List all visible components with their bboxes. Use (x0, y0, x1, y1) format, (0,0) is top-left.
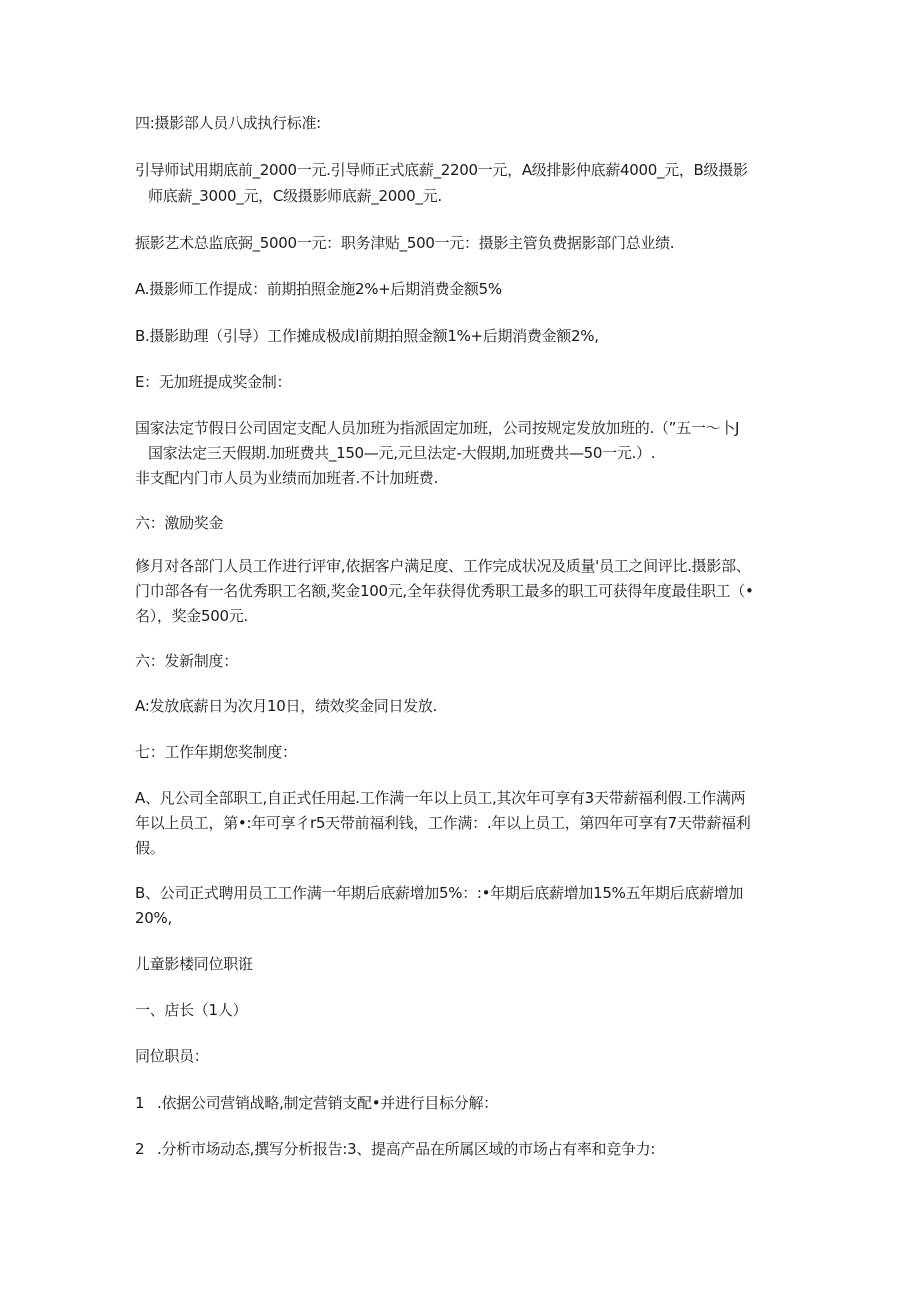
subheading-store-manager: 一、店长（1人） (135, 1001, 248, 1019)
paragraph-line: B、公司正式聘用员工工作满一年期后底薪增加5%：:•年期后底薪增加15%五年期后底薪增加 (135, 884, 744, 902)
section-heading-e: E：无加班提成奖金制： (135, 373, 292, 391)
section-heading-positions: 儿童影楼同位职诳 (135, 955, 253, 973)
section-heading-4: 四:摄影部人员八成执行标准: (135, 114, 321, 132)
paragraph-line: 修月对各部门人员工作进行评审,依据客户满足度、工作完成状况及质量'员工之间评比.摄影部、 (135, 557, 751, 575)
list-number: 2 (135, 1140, 145, 1158)
section-heading-6b: 六：发新制度： (135, 652, 238, 670)
paragraph-line: 引导师试用期底前_2000一元.引导师正式底薪_2200一元，A级排影仲底薪4000_元，B级摄影 (135, 161, 748, 179)
paragraph-line: 非支配内门市人员为业绩而加班者.不计加班费. (135, 469, 438, 487)
section-heading-6a: 六：激励奖金 (135, 514, 224, 532)
paragraph-line: 年以上员工，第•:年可享彳r5天带前福利钱，工作满：.年以上员工，第四年可享有7天带薪福利 (135, 814, 751, 832)
paragraph-line: 国家法定三天假期.加班费共_150—元,元旦法定-大假期,加班费共—50一元.）. (148, 444, 656, 462)
list-item-text: .分析市场动态,撰写分析报告:3、提高产品在所属区域的市场占有率和竞争力: (157, 1140, 656, 1158)
paragraph-line: 国家法定节假日公司固定支配人员加班为指派固定加班，公司按规定发放加班的.（”五一〜卜J (135, 419, 740, 437)
list-item-text: .依据公司营销战略,制定营销支配•并进行目标分解： (157, 1094, 498, 1112)
paragraph-line: A、凡公司全部职工,自正式任用起.工作满一年以上员工,其次年可享有3天带薪福利假.工作满两 (135, 789, 746, 807)
paragraph-line: 假。 (135, 839, 165, 857)
paragraph-line: A.摄影师工作提成：前期拍照金施2%+后期消费金额5% (135, 280, 502, 298)
paragraph-line: 门巾部各有一名优秀职工名额,奖金100元,全年获得优秀职工最多的职工可获得年度最佳职工（• (135, 582, 754, 600)
paragraph-line: B.摄影助理（引导）工作摊成极成l前期拍照金额1%+后期消费金额2%, (135, 327, 599, 345)
list-item (135, 1092, 498, 1114)
paragraph-line: 20%, (135, 909, 172, 927)
list-item (135, 1138, 655, 1160)
list-number: 1 (135, 1094, 145, 1112)
paragraph-line: 名），奖金500元. (135, 607, 248, 625)
section-heading-7: 七：工作年期您奖制度： (135, 743, 297, 761)
paragraph-line: A:发放底薪日为次月10日，绩效奖金同日发放. (135, 697, 438, 715)
paragraph-line: 师底薪_3000_元，C级摄影师底薪_2000_元. (148, 187, 442, 205)
subheading-duties: 同位职员： (135, 1047, 209, 1065)
paragraph-line: 振影艺术总监底弼_5000一元：职务津贴_500一元：摄影主管负费据影部门总业绩. (135, 234, 675, 252)
